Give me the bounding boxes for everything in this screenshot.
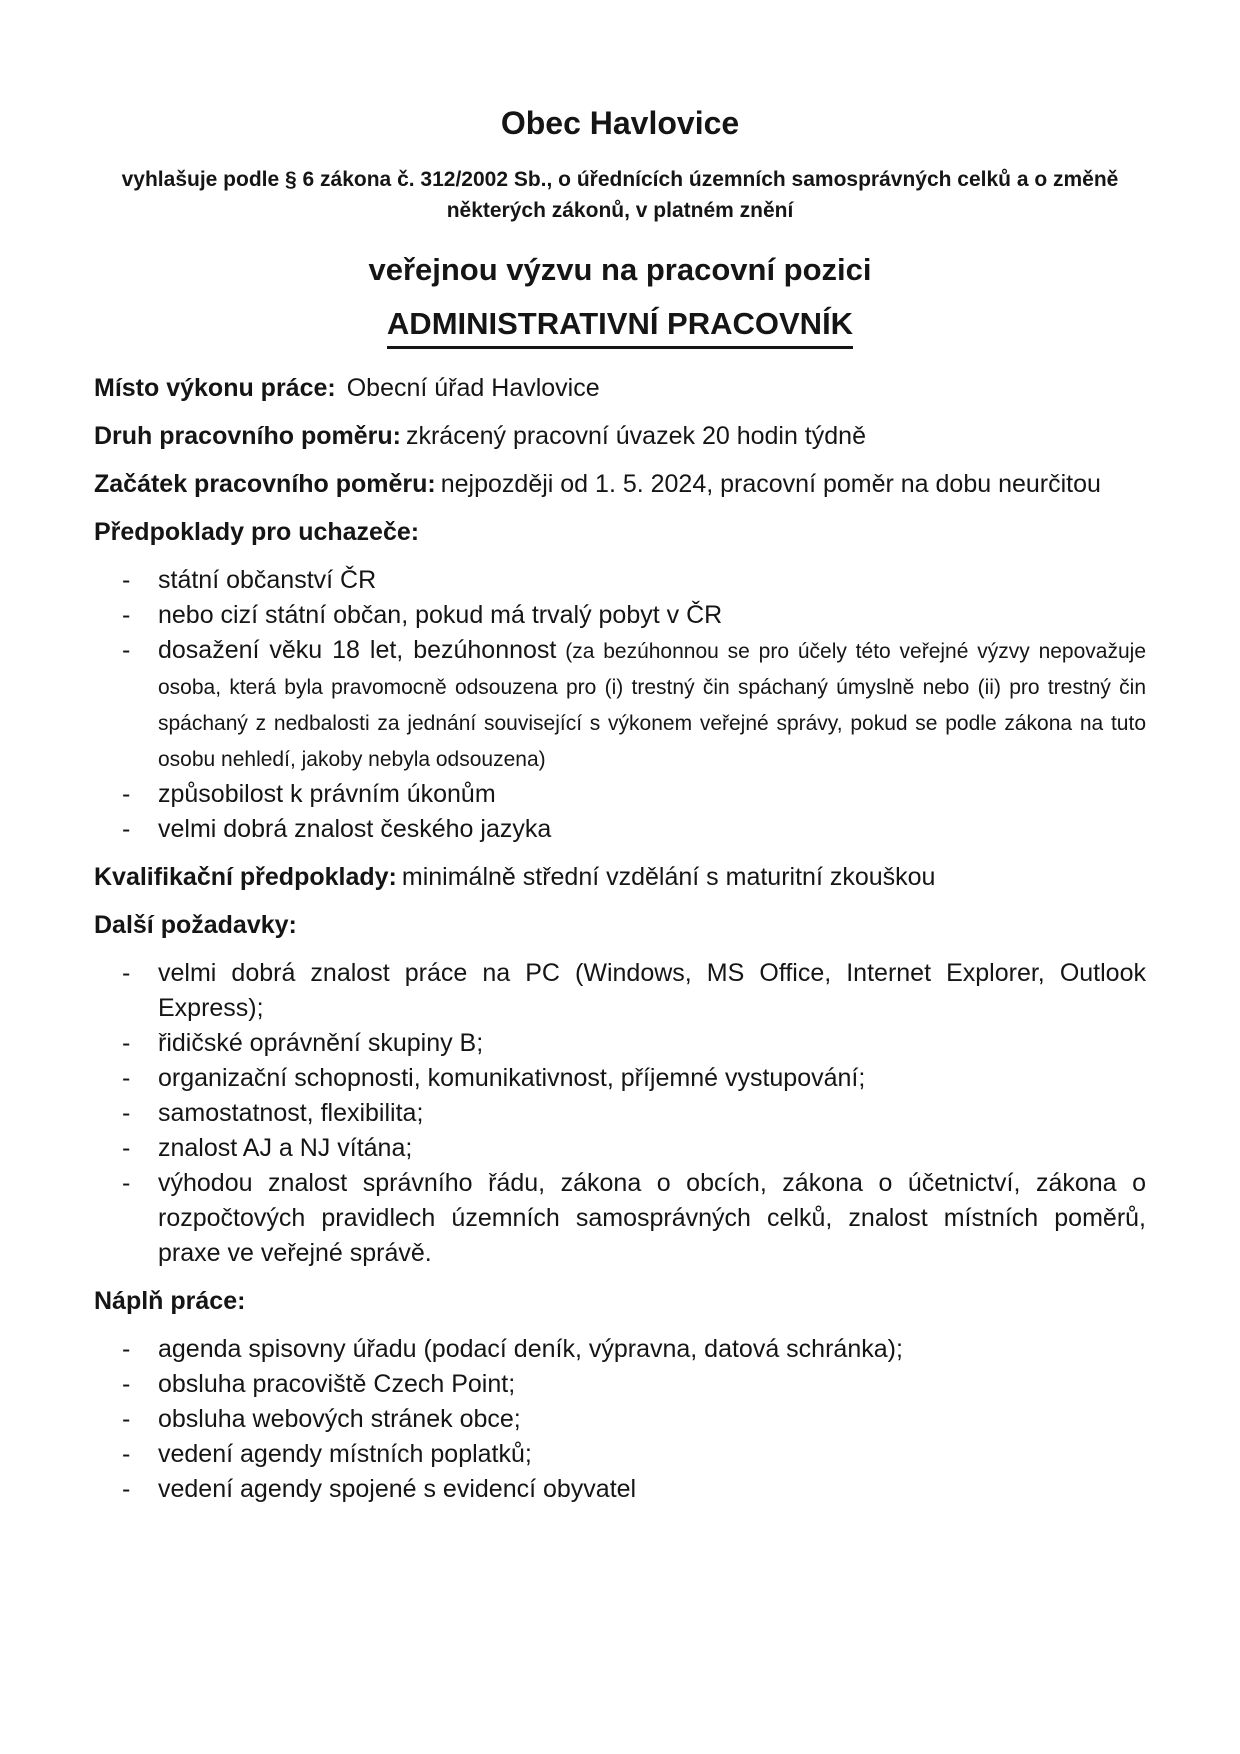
section-heading-job-description: Náplň práce:: [94, 1287, 246, 1315]
list-item: [94, 563, 1146, 598]
section-heading-prerequisites: Předpoklady pro uchazeče:: [94, 518, 420, 546]
list-item: [94, 1402, 1146, 1437]
bullet-dash: -: [122, 1335, 131, 1363]
legal-subtitle: vyhlašuje podle § 6 zákona č. 312/2002 Sb., o úřednících územních samosprávných celků a o změně některých zákonů, v platném znění: [121, 168, 1119, 222]
announcement-line: veřejnou výzvu na pracovní pozici: [368, 252, 872, 287]
field-workplace-label: Místo výkonu práce:: [94, 374, 336, 402]
list-item: [94, 1367, 1146, 1402]
list-item: [94, 956, 1146, 1026]
bullet-dash: -: [122, 1064, 131, 1092]
job-description-list: [94, 1332, 1146, 1507]
bullet-dash: -: [122, 636, 131, 664]
list-item-text: obsluha webových stránek obce;: [158, 1405, 521, 1433]
list-item-text: dosažení věku 18 let, bezúhonnost: [158, 636, 557, 664]
bullet-dash: -: [122, 1370, 131, 1398]
list-item-text: výhodou znalost správního řádu, zákona o obcích, zákona o účetnictví, zákona o rozpočtových pravidlech územních samosprávných celků, znalost místních poměrů, praxe ve veřejné správě.: [158, 1169, 1146, 1267]
list-item: [94, 1096, 1146, 1131]
list-item: [94, 1061, 1146, 1096]
bullet-dash: -: [122, 1029, 131, 1057]
list-item-text: řidičské oprávnění skupiny B;: [158, 1029, 484, 1057]
list-item-text: velmi dobrá znalost práce na PC (Windows, MS Office, Internet Explorer, Outlook Express);: [158, 959, 1146, 1022]
field-employment-type-value: zkrácený pracovní úvazek 20 hodin týdně: [405, 422, 866, 450]
field-start-date: [94, 467, 1146, 502]
list-item-text: agenda spisovny úřadu (podací deník, výpravna, datová schránka);: [158, 1335, 903, 1363]
list-item: [94, 1131, 1146, 1166]
bullet-dash: -: [122, 1169, 131, 1197]
field-employment-type: [94, 419, 1146, 454]
list-item: [94, 1472, 1146, 1507]
bullet-dash: -: [122, 566, 131, 594]
list-item: [94, 777, 1146, 812]
bullet-dash: -: [122, 1475, 131, 1503]
bullet-dash: -: [122, 1099, 131, 1127]
bullet-dash: -: [122, 601, 131, 629]
list-item-note: (za bezúhonnou se pro účely této veřejné výzvy nepovažuje osoba, která byla pravomocně odsouzena pro (i) trestný čin spáchaný úmyslně nebo (ii) pro trestný čin spáchaný z nedbalosti za jednání související s výkonem veřejné správy, pokud se podle zákona na tuto osobu nehledí, jakoby nebyla odsouzena): [158, 640, 1146, 771]
field-workplace-value: Obecní úřad Havlovice: [346, 374, 600, 402]
position-title: [94, 304, 1146, 349]
list-item-text: vedení agendy místních poplatků;: [158, 1440, 532, 1468]
list-item-text: způsobilost k právním úkonům: [158, 780, 496, 808]
position-title-text: ADMINISTRATIVNÍ PRACOVNÍK: [387, 304, 853, 349]
document-title: Obec Havlovice: [500, 105, 740, 141]
section-heading-other-requirements: Další požadavky:: [94, 911, 297, 939]
list-item-text: nebo cizí státní občan, pokud má trvalý pobyt v ČR: [158, 601, 723, 629]
list-item: [94, 1332, 1146, 1367]
bullet-dash: -: [122, 1134, 131, 1162]
field-employment-type-label: Druh pracovního poměru:: [94, 422, 401, 450]
bullet-dash: -: [122, 815, 131, 843]
list-item-text: velmi dobrá znalost českého jazyka: [158, 815, 552, 843]
list-item: [94, 1437, 1146, 1472]
field-qualification-value: minimálně střední vzdělání s maturitní zkouškou: [401, 863, 936, 891]
other-requirements-list: [94, 956, 1146, 1271]
list-item-text: státní občanství ČR: [158, 566, 377, 594]
bullet-dash: -: [122, 959, 131, 987]
list-item-text: samostatnost, flexibilita;: [158, 1099, 424, 1127]
list-item: [94, 598, 1146, 633]
field-qualification-label: Kvalifikační předpoklady:: [94, 863, 397, 891]
list-item: [94, 812, 1146, 847]
bullet-dash: -: [122, 1440, 131, 1468]
list-item: [94, 633, 1146, 777]
field-start-date-label: Začátek pracovního poměru:: [94, 470, 436, 498]
list-item-text: znalost AJ a NJ vítána;: [158, 1134, 413, 1162]
field-qualification: [94, 860, 1146, 895]
list-item: [94, 1026, 1146, 1061]
list-item-text: obsluha pracoviště Czech Point;: [158, 1370, 516, 1398]
list-item: [94, 1166, 1146, 1271]
list-item-text: vedení agendy spojené s evidencí obyvatel: [158, 1475, 637, 1503]
list-item-text: organizační schopnosti, komunikativnost, příjemné vystupování;: [158, 1064, 866, 1092]
prerequisites-list: [94, 563, 1146, 847]
bullet-dash: -: [122, 780, 131, 808]
field-start-date-value: nejpozději od 1. 5. 2024, pracovní poměr na dobu neurčitou: [440, 470, 1101, 498]
bullet-dash: -: [122, 1405, 131, 1433]
field-workplace: [94, 371, 1146, 406]
